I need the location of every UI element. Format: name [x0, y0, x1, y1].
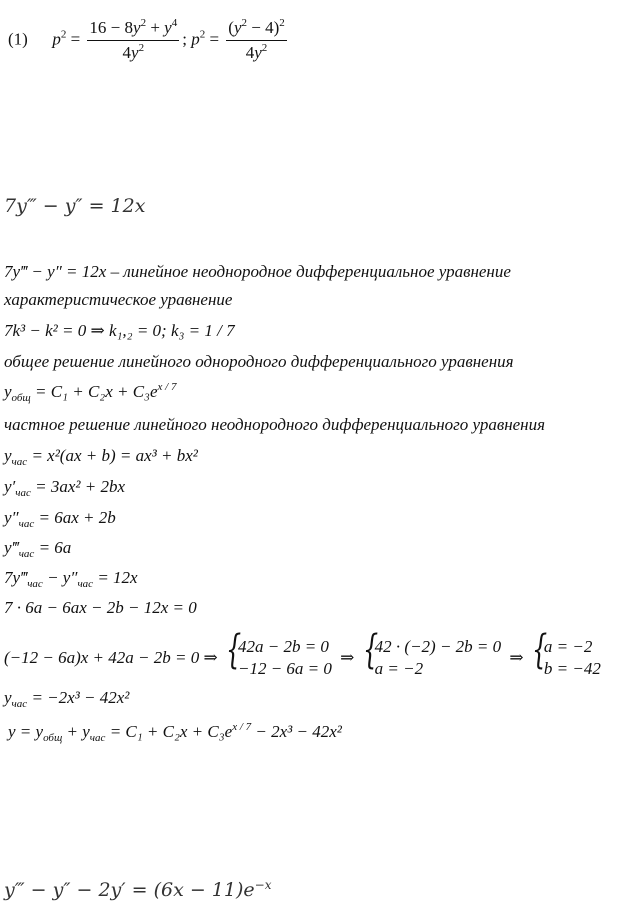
system-1: { 42a − 2b = 0 −12 − 6a = 0	[225, 627, 332, 678]
solution-line-10: $y‴_{час} = 6a$	[4, 538, 72, 560]
solution-line-12: 7 · 6a − 6ax − 2b − 12x = 0	[4, 598, 197, 617]
solution-line-1: 7y‴ − y″ = 12x – линейное неоднородное дифференциальное уравнение	[4, 262, 511, 281]
system-2: { 42 · (−2) − 2b = 0 a = −2	[362, 627, 502, 678]
solution-line-14: $y_{час} = -2x^3 - 42x^2$	[4, 688, 130, 710]
solution-line-6: частное решение линейного неоднородного дифференциального уравнения	[4, 415, 546, 434]
equation-number: (1)	[8, 29, 28, 49]
solution-line-8: $y'_{час} = 3ax^2 + 2bx$	[4, 477, 126, 499]
solution-line-7: $y_{час} = x^2(ax + b) = ax^3 + bx^2$	[4, 446, 198, 468]
solution-line-15: $y = y_{общ} + y_{час} = C_1 + C_2x + C_3e^{x / 7} - 2x^3 - 42x^2$	[8, 721, 342, 744]
task-1-equation: 7y‴ − y″ = 12x	[4, 195, 146, 217]
solution-line-3: 7k³ − k² = 0 ⇒ k₁,₂ = 0; k₃ = 1 / 7	[4, 321, 235, 340]
solution-line-13: (−12 − 6a)x + 42a − 2b = 0 ⇒ { 42a − 2b = 0 −12 − 6a = 0 ⇒ { 42 · (−2) − 2b = 0 a = −2 ⇒ { a = −2 b = −42	[4, 627, 601, 678]
equation-1: (1) $p^2$ = $\frac{16 - 8y^2 + y^4}{4y^2}$ ; $p^2$ = $\frac{(y^2 - 4)^2}{4y^2}$	[8, 17, 285, 62]
task-2-equation: y‴ − $y'' - 2y' = (6x - 11)e^{-x}$	[4, 878, 272, 901]
solution-line-5: $y_{общ} = C_1 + C_2x + C_3e^{x / 7}$	[4, 381, 177, 404]
solution-line-4: общее решение линейного однородного дифференциального уравнения	[4, 352, 514, 371]
solution-line-11: $7y‴_{час} - y''_{час} = 12x$	[4, 568, 138, 590]
fraction-1: $\frac{16 - 8y^2 + y^4}{4y^2}$	[89, 17, 178, 62]
solution-line-2: характеристическое уравнение	[4, 290, 233, 309]
fraction-2: $\frac{(y^2 - 4)^2}{4y^2}$	[228, 17, 285, 62]
system-3: { a = −2 b = −42	[531, 627, 601, 678]
solution-line-9: $y''_{час} = 6ax + 2b$	[4, 508, 116, 530]
